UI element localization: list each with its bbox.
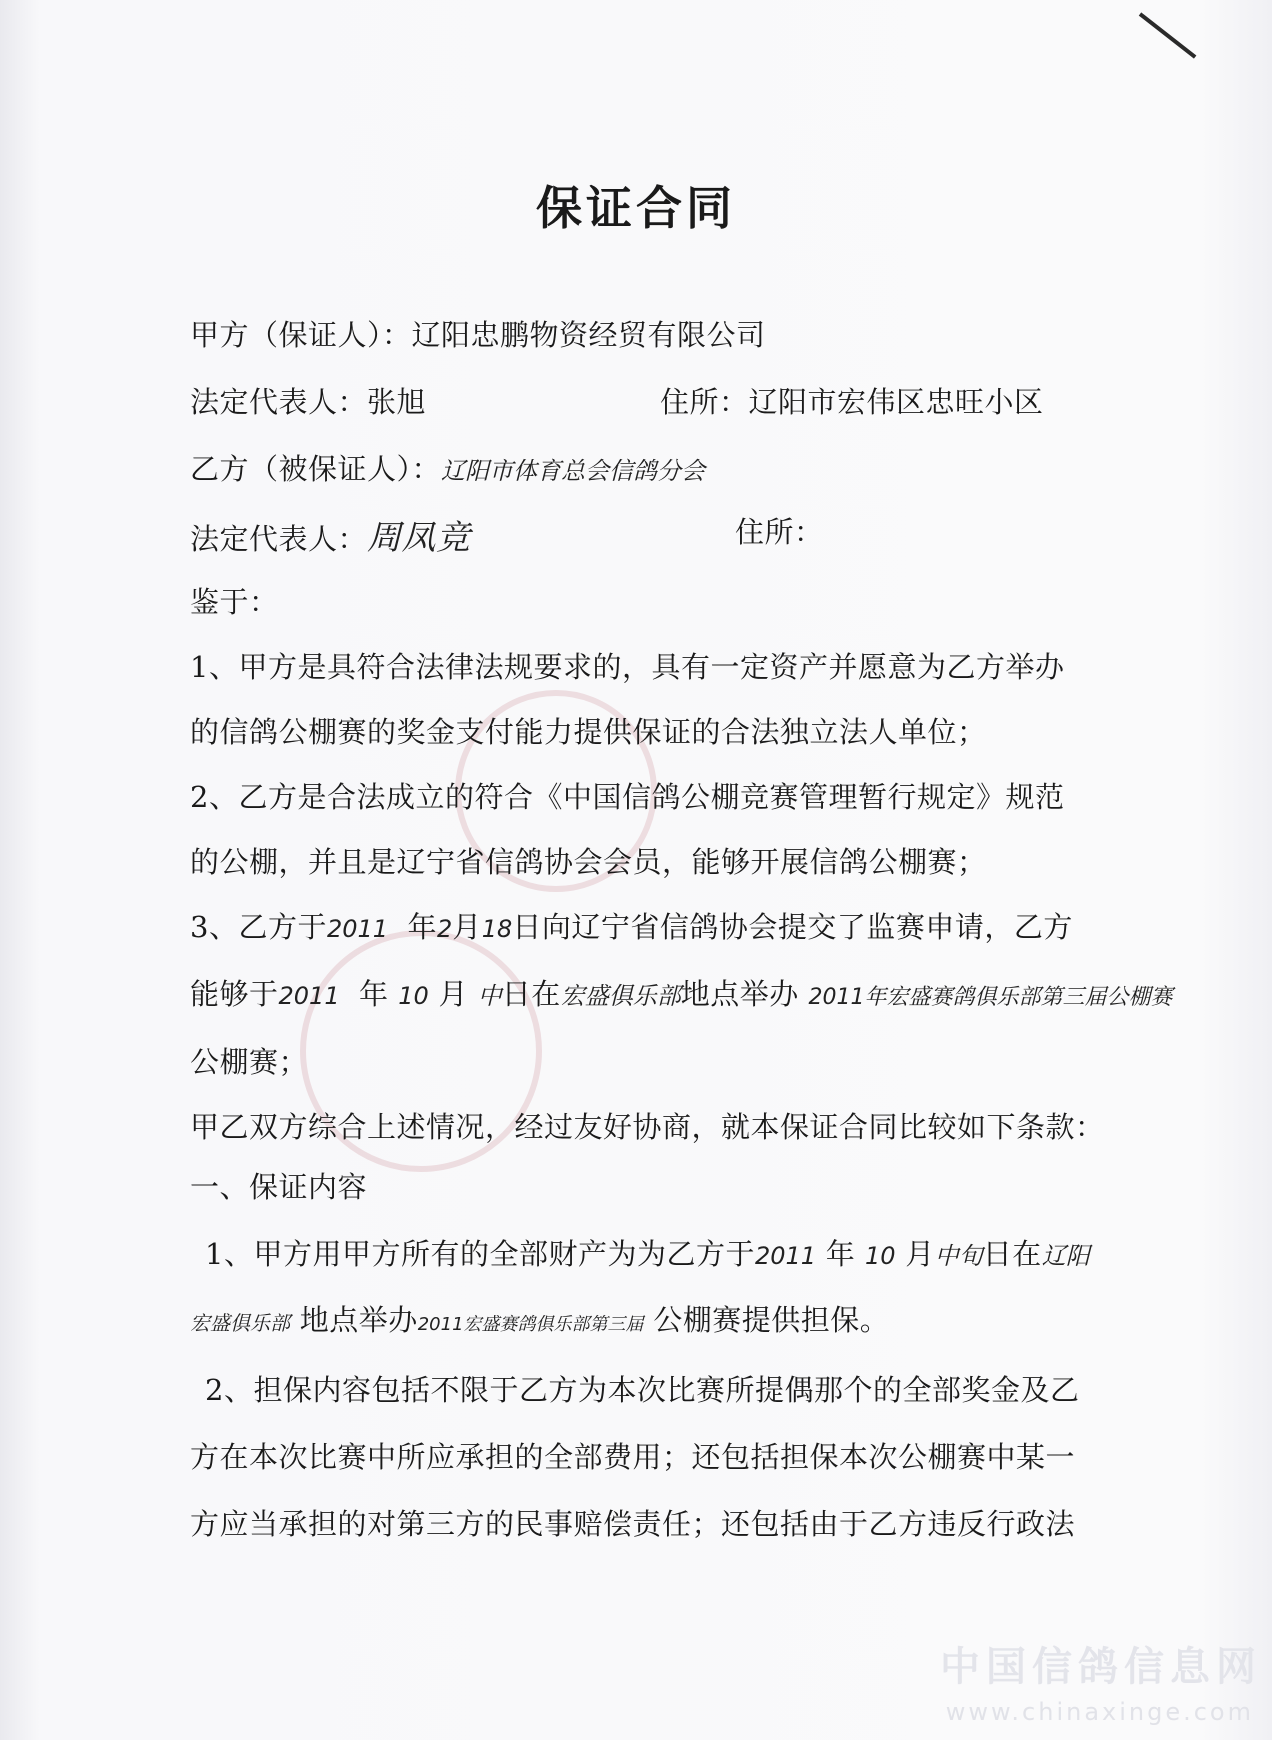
s1-c1-prefix: 1、甲方用甲方所有的全部财产为为乙方于 [205, 1237, 755, 1271]
s1-c1-l2-end: 公棚赛提供担保。 [653, 1303, 890, 1337]
s1-c1-month: 月 [905, 1237, 935, 1271]
s1-c1-day-hw: 中旬 [934, 1242, 983, 1270]
s1-clause2-line3: 方应当承担的对第三方的民事赔偿责任；还包括由于乙方违反行政法 [190, 1507, 1076, 1541]
document-title: 保证合同 [536, 181, 736, 235]
rep-a-name: 张旭 [367, 385, 427, 419]
s1-c1-day: 日在 [982, 1237, 1042, 1271]
watermark-site-name: 中国信鸽信息网 [940, 1644, 1262, 1690]
clause3-rest: 日向辽宁省信鸽协会提交了监赛申请，乙方 [512, 910, 1073, 944]
address-a [660, 380, 1044, 421]
clause3-month-hw: 2 [436, 915, 453, 943]
clause2-line1: 2、乙方是合法成立的符合《中国信鸽公棚竞赛管理暂行规定》规范 [190, 780, 1065, 814]
party-b-name-handwritten: 辽阳市体育总会信鸽分会 [441, 457, 706, 485]
clause3-l2-event-hw: 2011年宏盛赛鸽俱乐部第三届公棚赛 [808, 985, 1173, 1010]
address-a-value: 辽阳市宏伟区忠旺小区 [748, 385, 1044, 419]
clause3-day-hw: 18 [481, 915, 513, 943]
clause3-year-hw: 2011 [326, 915, 389, 943]
s1-c1-year: 年 [825, 1237, 856, 1271]
summary-line: 甲乙双方综合上述情况，经过友好协商，就本保证合同比较如下条款： [190, 1110, 1105, 1144]
clause3-line3: 公棚赛； [190, 1045, 309, 1079]
clause3-l2-month: 月 [438, 977, 469, 1011]
clause3-l2-day-hw: 中 [477, 982, 502, 1010]
clause3-year: 年 [407, 910, 437, 944]
s1-c1-l2-mid: 地点举办 [299, 1303, 418, 1337]
s1-c1-l2-event-hw: 2011宏盛赛鸽俱乐部第三届 [417, 1314, 644, 1335]
s1-c1-place-hw: 辽阳 [1041, 1242, 1090, 1270]
rep-a-label: 法定代表人： [190, 385, 368, 419]
clause3-l2-place-suffix: 地点举办 [680, 977, 799, 1011]
party-b-line [190, 447, 705, 488]
s1-clause2-line1: 2、担保内容包括不限于乙方为本次比赛所提偶那个的全部奖金及乙 [205, 1373, 1080, 1407]
clause1-line2: 的信鸽公棚赛的奖金支付能力提供保证的合法独立法人单位； [190, 715, 987, 749]
clause3-prefix: 3、乙方于 [190, 910, 327, 944]
s1-c1-l2-place-hw: 宏盛俱乐部 [190, 1311, 290, 1335]
clause3-l2-year: 年 [359, 977, 389, 1011]
clause1-line1: 1、甲方是具符合法律法规要求的，具有一定资产并愿意为乙方举办 [190, 650, 1065, 684]
party-a-label: 甲方（保证人）： [190, 318, 412, 352]
clause3-l2-month-hw: 10 [398, 982, 429, 1010]
rep-b-line [190, 510, 471, 559]
s1-c1-month-hw: 10 [864, 1242, 896, 1270]
party-a-line [190, 313, 766, 354]
clause3-l2-prefix: 能够于 [190, 977, 279, 1011]
address-a-label: 住所： [660, 385, 749, 419]
corner-pen-mark [1139, 12, 1197, 58]
watermark-url: www.chinaxinge.com [945, 1698, 1254, 1726]
clause2-line2: 的公棚，并且是辽宁省信鸽协会会员，能够开展信鸽公棚赛； [190, 845, 987, 879]
s1-clause1-line1 [205, 1232, 1090, 1273]
clause3-l2-year-hw: 2011 [278, 982, 340, 1010]
s1-c1-year-hw: 2011 [754, 1242, 817, 1270]
s1-clause1-line2 [190, 1298, 889, 1339]
section1-heading: 一、保证内容 [190, 1170, 368, 1204]
party-a-name: 辽阳忠鹏物资经贸有限公司 [411, 318, 766, 352]
clause3-line2 [190, 972, 1173, 1013]
clause3-line1 [190, 905, 1073, 946]
address-b [735, 510, 824, 551]
s1-clause2-line2: 方在本次比赛中所应承担的全部费用；还包括担保本次公棚赛中某一 [190, 1440, 1076, 1474]
address-b-label: 住所： [735, 515, 824, 549]
rep-b-name-handwritten: 周凤竞 [367, 518, 471, 558]
clause3-l2-day: 日在 [501, 977, 561, 1011]
clause3-month: 月 [452, 910, 482, 944]
clause3-l2-place-hw: 宏盛俱乐部 [560, 982, 681, 1010]
party-b-label: 乙方（被保证人）： [190, 452, 442, 486]
rep-b-label: 法定代表人： [190, 522, 368, 556]
whereas-label: 鉴于： [190, 585, 279, 619]
rep-a-line [190, 380, 426, 421]
